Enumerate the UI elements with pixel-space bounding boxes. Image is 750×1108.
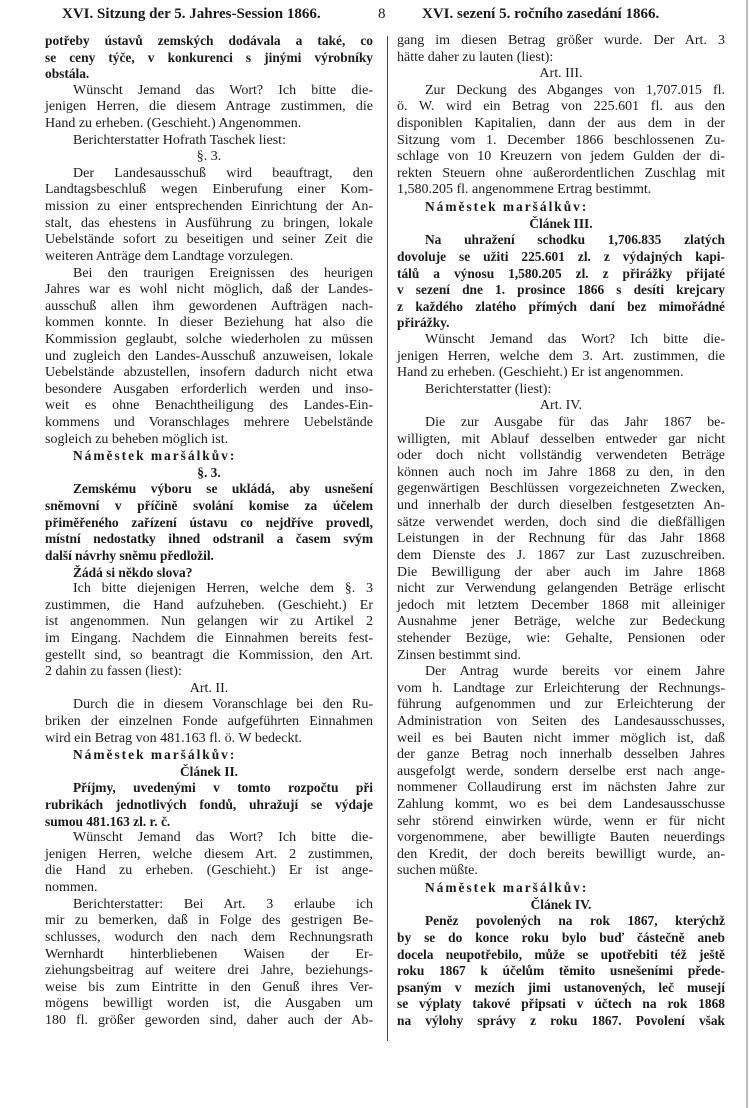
text-line: nommen. bbox=[45, 880, 98, 896]
column-divider bbox=[387, 36, 388, 1041]
text-line: ist angenommen. Nun gelangen wir zu Artikel 2 bbox=[45, 614, 373, 630]
text-line: stehender Bezüge, wie: Gehalte, Pensionen oder bbox=[397, 630, 725, 646]
running-header-czech: XVI. sezení 5. ročního zasedání 1866. bbox=[422, 6, 660, 22]
section-heading bbox=[397, 66, 725, 83]
paragraph bbox=[45, 565, 373, 582]
text-line: willigten, mit Ablauf desselben entweder gar nicht bbox=[397, 431, 725, 447]
speaker-label bbox=[397, 199, 725, 216]
page-number: 8 bbox=[378, 6, 386, 22]
text-line: im Eingang. Nachdem die Einnahmen bereits fest- bbox=[45, 630, 373, 646]
text-line: docela neupotřebilo, může se upotřebiti též ještě bbox=[397, 946, 725, 962]
text-line: jenigen Herren, welche dem 3. Art. zustimmen, die bbox=[397, 348, 725, 364]
section-heading bbox=[45, 149, 373, 166]
text-line: Žádá si někdo slova? bbox=[73, 564, 193, 580]
text-line: jenigen Herren, die diesem Antrage zustimmen, die bbox=[45, 99, 373, 115]
text-line: Bei den traurigen Ereignissen des heurigen bbox=[73, 265, 373, 281]
text-line: Der Landesausschuß wird beauftragt, den bbox=[73, 165, 373, 181]
text-line: Art. IV. bbox=[539, 398, 583, 414]
text-line: Wünscht Jemand das Wort? Ich bitte die- bbox=[73, 830, 373, 846]
paragraph bbox=[397, 332, 725, 382]
text-line: gegenwärtigen Beschlüssen vorgezeichneten Zwecken, bbox=[397, 481, 725, 497]
text-line: jenigen Herren, welche diesem Art. 2 zustimmen, bbox=[45, 846, 373, 862]
text-line: gestellt sind, so beantragt die Kommission, den Art. bbox=[45, 647, 373, 663]
text-line: Zahlung kommt, wo es bei dem Landesausschusse bbox=[397, 797, 725, 813]
section-heading bbox=[397, 398, 725, 415]
text-line: Na uhražení schodku 1,706.835 zlatých bbox=[425, 232, 725, 248]
text-line: ausgefolgt werde, sondern derselbe erst nach ange- bbox=[397, 763, 725, 779]
text-line: vom h. Landtage zur Erleichterung der Rechnungs- bbox=[397, 680, 725, 696]
text-line: briken der einzelnen Fonde aufgeführten Einnahmen bbox=[45, 713, 373, 729]
text-line: dovoluje se užiti 225.601 zl. z výdajných kapi- bbox=[397, 248, 725, 264]
text-line: potřeby ústavů zemských dodávala a také, co bbox=[45, 33, 373, 48]
text-line: schlage von 10 Kreuzern von jedem Gulden der di- bbox=[397, 149, 725, 165]
text-line: Náměstek maršálkův: bbox=[73, 747, 237, 763]
text-line: Jahres war es wohl nicht möglich, daß der Landes- bbox=[45, 282, 373, 298]
text-line: §. 3. bbox=[197, 464, 221, 480]
text-line: Ausnahme jener Beträge, welche zur Bedeckung bbox=[397, 614, 725, 630]
paragraph bbox=[45, 166, 373, 266]
paragraph bbox=[45, 133, 373, 150]
section-heading bbox=[397, 216, 725, 233]
paragraph bbox=[397, 664, 725, 880]
text-line: weit es ohne Benachtheiligung des Landes-Ein- bbox=[45, 398, 373, 414]
text-line: Wernhardt hinterbliebenen Waisen der Er- bbox=[45, 946, 373, 962]
text-line: rekten Steuern ohne außerordentlichen Zuschlag mit bbox=[397, 165, 725, 181]
speaker-label bbox=[45, 747, 373, 764]
text-line: die Hand zu erheben. (Geschieht.) Er ist ange- bbox=[45, 863, 373, 879]
text-line: und zugleich den Landes-Ausschuß anzuweisen, lokale bbox=[45, 348, 373, 364]
text-line: stalt, das ehestens in Ausführung zu bringen, lokale bbox=[45, 215, 373, 231]
paragraph bbox=[45, 780, 373, 830]
paragraph bbox=[45, 581, 373, 681]
text-line: Art. III. bbox=[539, 66, 583, 82]
text-line: Náměstek maršálkův: bbox=[425, 880, 589, 896]
text-line: wird ein Betrag von 481.163 fl. ö. W bedeckt. bbox=[45, 730, 302, 746]
text-line: Ich bitte diejenigen Herren, welche dem §. 3 bbox=[73, 581, 373, 597]
text-line: disponiblen Kapitalien, dann der aus dem in der bbox=[397, 116, 725, 132]
text-line: Uebelstände abzustellen, insofern dadurch nicht etwa bbox=[45, 365, 373, 381]
text-line: schlusses, wodurch den nach dem Rechnungsrath bbox=[45, 929, 373, 945]
text-line: und innerhalb der durch dieselben festgesetzten An- bbox=[397, 498, 725, 514]
paragraph bbox=[397, 913, 725, 1029]
running-header-german: XVI. Sitzung der 5. Jahres-Session 1866. bbox=[62, 6, 321, 22]
paragraph bbox=[45, 33, 373, 83]
text-line: 180 fl. größer geworden sind, daher auch der Ab- bbox=[45, 1012, 373, 1028]
text-line: Hand zu erheben. (Geschieht.) Er ist angenommen. bbox=[397, 365, 684, 381]
text-line: besondere Ausgaben erforderlich werden und inso- bbox=[45, 381, 373, 397]
text-line: zustimmen, die Hand aufzuheben. (Geschieht.) Er bbox=[45, 597, 373, 613]
text-line: přirážky. bbox=[397, 315, 450, 331]
left-column bbox=[45, 33, 373, 1030]
text-line: 1,580.205 fl. angenommene Ertrag bestimmt. bbox=[397, 182, 652, 198]
text-line: z každého zlatého přímých daní bez mimořádné bbox=[397, 298, 725, 314]
page-edge bbox=[746, 0, 748, 1108]
right-column bbox=[397, 33, 725, 1030]
text-line: weil es bei Bauten nicht immer möglich ist, daß bbox=[397, 730, 725, 746]
paragraph bbox=[45, 481, 373, 564]
text-line: Zur Deckung des Abganges von 1,707.015 fl. bbox=[425, 82, 725, 98]
text-line: suchen müßte. bbox=[397, 863, 478, 879]
text-line: tálů a výnosu 1,580.205 zl. z přirážky přijaté bbox=[397, 265, 725, 281]
text-line: Článek II. bbox=[179, 763, 239, 779]
text-line: ausschuß allen ihm gewordenen Aufträgen nach- bbox=[45, 298, 373, 314]
text-line: der ganze Betrag noch innerhalb desselben Jahres bbox=[397, 747, 725, 763]
paragraph bbox=[397, 83, 725, 199]
text-line: Článek III. bbox=[529, 215, 593, 231]
section-heading bbox=[45, 465, 373, 482]
text-line: mir zu bemerken, daß in Folge des gestrigen Be- bbox=[45, 913, 373, 929]
text-line: Die zur Ausgabe für das Jahr 1867 be- bbox=[425, 415, 725, 431]
text-line: Sitzung vom 1. December 1866 beschlossenen Zu- bbox=[397, 132, 725, 148]
text-line: Peněz povolených na rok 1867, kterýchž bbox=[425, 913, 725, 929]
text-line: gang im diesen Betrag größer wurde. Der Art. 3 bbox=[397, 33, 725, 48]
text-line: können auch noch im Jahre 1868 zu den, in den bbox=[397, 464, 725, 480]
paragraph bbox=[45, 266, 373, 449]
text-line: sněmovní v příčině svolání komise za účelem bbox=[45, 498, 373, 514]
text-line: sehr störend einwirken würde, wenn er für nicht bbox=[397, 813, 725, 829]
text-line: přiměřeného zařízení ústavu co nejdříve provedl, bbox=[45, 514, 373, 530]
text-line: nicht zur Verwendung gelangenden Beträge erlischt bbox=[397, 581, 725, 597]
text-line: Příjmy, uvedenými v tomto rozpočtu při bbox=[73, 780, 373, 796]
text-line: místní nedostatky ihned odstranil a časem svým bbox=[45, 531, 373, 547]
text-line: Berichterstatter (liest): bbox=[425, 381, 552, 397]
text-line: Zinsen bestimmt sind. bbox=[397, 647, 522, 663]
text-line: roku 1867 k účelům těmito usnešeními přede- bbox=[397, 963, 725, 979]
paragraph bbox=[397, 415, 725, 664]
text-line: na výlohy správy z roku 1867. Povolení však bbox=[397, 1012, 725, 1028]
text-line: Wünscht Jemand das Wort? Ich bitte die- bbox=[73, 82, 373, 98]
text-line: §. 3. bbox=[196, 149, 222, 165]
text-line: führung aufgenommen und zur Erleichterung der bbox=[397, 697, 725, 713]
text-line: mission zu einer entsprechenden Einrichtung der An- bbox=[45, 199, 373, 215]
text-line: obstála. bbox=[45, 66, 90, 82]
text-line: Landtagsbeschluß wegen Einberufung einer Kom- bbox=[45, 182, 373, 198]
paragraph bbox=[397, 232, 725, 332]
text-line: mögens bewilligt worden ist, die Ausgaben um bbox=[45, 996, 373, 1012]
text-line: by se do konce roku bylo buď částečně aneb bbox=[397, 929, 725, 945]
text-line: Durch die in diesem Voranschlage bei den Ru- bbox=[73, 697, 373, 713]
text-line: sätze verwendet werden, doch sind die dießfälligen bbox=[397, 514, 725, 530]
paragraph bbox=[45, 830, 373, 896]
text-line: kommen konnte. In dieser Beziehung hat also die bbox=[45, 315, 373, 331]
text-line: weise bis zum Eintritte in den Genuß ihres Ver- bbox=[45, 979, 373, 995]
text-line: weiteren Anträge dem Landtage vorzulegen. bbox=[45, 248, 294, 264]
text-line: Uebelstände sofort zu beseitigen und seiner Zeit die bbox=[45, 232, 373, 248]
text-line: oder doch nicht vollständig verwendeten Beträge bbox=[397, 448, 725, 464]
text-line: v sezení dne 1. prosince 1866 s desíti krejcary bbox=[397, 282, 725, 298]
text-line: den Kredit, der doch bereits bewilligt wurde, an- bbox=[397, 846, 725, 862]
speaker-label bbox=[397, 880, 725, 897]
paragraph bbox=[45, 897, 373, 1030]
text-line: dem Dienste des J. 1867 zur Last zuzuschreiben. bbox=[397, 547, 725, 563]
text-line: Článek IV. bbox=[530, 896, 592, 912]
text-line: Hand zu erheben. (Geschieht.) Angenommen. bbox=[45, 116, 302, 132]
paragraph bbox=[45, 697, 373, 747]
text-line: Leistungen in der Rechnung für das Jahr 1868 bbox=[397, 531, 725, 547]
text-line: Administration von Seiten des Landesausschusses, bbox=[397, 713, 725, 729]
text-line: Náměstek maršálkův: bbox=[425, 199, 589, 215]
paragraph bbox=[45, 83, 373, 133]
text-line: Der Antrag wurde bereits vor einem Jahre bbox=[425, 664, 725, 680]
text-line: Die Bewilligung der aber auch im Jahre 1868 bbox=[397, 564, 725, 580]
section-heading bbox=[45, 681, 373, 698]
text-line: Art. II. bbox=[189, 680, 229, 696]
text-line: se výplaty takové připsati v účtech na rok 1868 bbox=[397, 996, 725, 1012]
text-line: Náměstek maršálkův: bbox=[73, 448, 237, 464]
text-line: Berichterstatter: Bei Art. 3 erlaube ich bbox=[73, 896, 373, 912]
text-line: sumou 481.163 zl. r. č. bbox=[45, 813, 171, 829]
paragraph bbox=[397, 382, 725, 399]
text-line: Kommission geglaubt, solche wiederholen zu müssen bbox=[45, 331, 373, 347]
text-line: Berichterstatter Hofrath Taschek liest: bbox=[73, 132, 286, 148]
text-line: nommener Collaudirung erst im nächsten Jahre zur bbox=[397, 780, 725, 796]
text-line: Wünscht Jemand das Wort? Ich bitte die- bbox=[425, 331, 725, 347]
text-line: rubrikách jednotlivých fondů, uhražují se výdaje bbox=[45, 797, 373, 813]
text-line: hätte daher zu lauten (liest): bbox=[397, 49, 554, 65]
text-line: sogleich zu beheben möglich ist. bbox=[45, 431, 229, 447]
text-line: další návrhy sněmu předložil. bbox=[45, 547, 214, 563]
speaker-label bbox=[45, 448, 373, 465]
section-heading bbox=[397, 897, 725, 914]
text-line: ziehungsbeitrag auf weitere drei Jahre, beziehungs- bbox=[45, 963, 373, 979]
text-line: jedoch mit letztem December 1868 mit alleiniger bbox=[397, 597, 725, 613]
text-line: 2 dahin zu fassen (liest): bbox=[45, 664, 182, 680]
text-line: vorgenommene, aber bewilligte Bauten neuerdings bbox=[397, 830, 725, 846]
text-line: kommens und Voranschlages mehrere Uebelstände bbox=[45, 415, 373, 431]
text-line: psaným v mezích jimi ustanovených, leč musejí bbox=[397, 979, 725, 995]
section-heading bbox=[45, 764, 373, 781]
text-line: se ceny týče, v konkurenci s jinými výrobníky bbox=[45, 49, 373, 65]
text-line: ö. W. wird ein Betrag von 225.601 fl. aus den bbox=[397, 99, 725, 115]
text-line: Zemskému výboru se ukládá, aby usnešení bbox=[73, 481, 373, 497]
paragraph bbox=[397, 33, 725, 66]
